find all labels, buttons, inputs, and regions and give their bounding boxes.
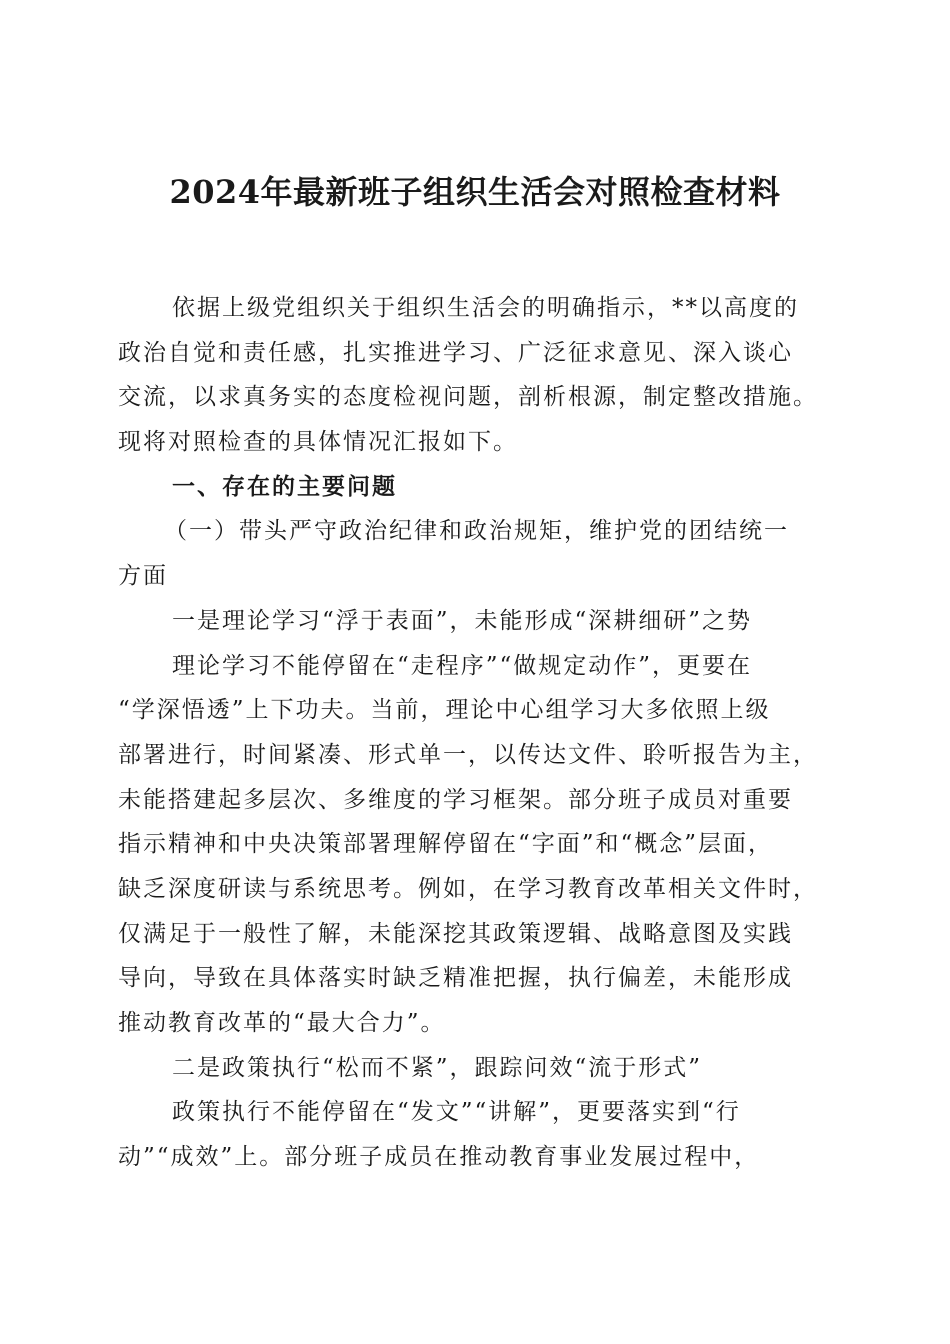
paragraph-line: 政治自觉和责任感，扎实推进学习、广泛征求意见、深入谈心	[118, 339, 793, 366]
paragraph-line: 动”“成效”上。部分班子成员在推动教育事业发展过程中，	[118, 1144, 760, 1171]
paragraph-line: 依据上级党组织关于组织生活会的明确指示，**以高度的	[172, 295, 799, 321]
paragraph-line: 导向，导致在具体落实时缺乏精准把握，执行偏差，未能形成	[118, 965, 793, 992]
subsection-heading: （一）带头严守政治纪律和政治规矩，维护党的团结统一	[164, 518, 789, 545]
paragraph-line: 缺乏深度研读与系统思考。例如，在学习教育改革相关文件时，	[118, 875, 818, 902]
paragraph-line: 指示精神和中央决策部署理解停留在“字面”和“概念”层面，	[118, 831, 774, 858]
paragraph-line: 未能搭建起多层次、多维度的学习框架。部分班子成员对重要	[118, 786, 793, 813]
point-heading: 一是理论学习“浮于表面”，未能形成“深耕细研”之势	[172, 607, 753, 634]
document-title: 2024年最新班子组织生活会对照检查材料	[169, 173, 781, 211]
paragraph-line: 部署进行，时间紧凑、形式单一，以传达文件、聆听报告为主，	[118, 741, 818, 768]
paragraph-line: 政策执行不能停留在“发文”“讲解”，更要落实到“行	[172, 1099, 741, 1126]
document-body	[118, 286, 838, 1180]
paragraph-line: 交流，以求真务实的态度检视问题，剖析根源，制定整改措施。	[118, 384, 818, 411]
paragraph-line: 仅满足于一般性了解，未能深挖其政策逻辑、战略意图及实践	[118, 920, 793, 947]
paragraph-line: 推动教育改革的“最大合力”。	[118, 1010, 446, 1036]
paragraph-line: 理论学习不能停留在“走程序”“做规定动作”，更要在	[172, 652, 753, 679]
paragraph-line: “学深悟透”上下功夫。当前，理论中心组学习大多依照上级	[118, 697, 771, 724]
section-heading: 一、存在的主要问题	[172, 472, 397, 500]
paragraph-line: 现将对照检查的具体情况汇报如下。	[118, 429, 518, 456]
subsection-heading-continuation: 方面	[118, 563, 168, 590]
point-heading: 二是政策执行“松而不紧”，跟踪问效“流于形式”	[172, 1054, 703, 1081]
